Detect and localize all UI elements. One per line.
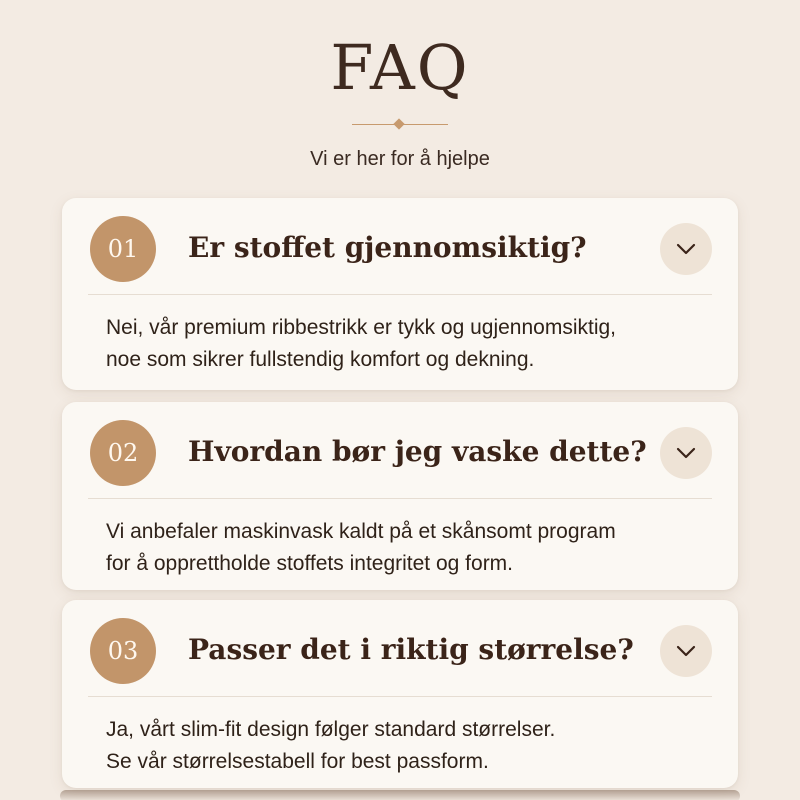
faq-toggle-button[interactable] [660, 223, 712, 275]
faq-answer-line: Vi anbefaler maskinvask kaldt på et skånsomt program [106, 520, 616, 543]
faq-answer-line: for å opprettholde stoffets integritet og form. [106, 552, 514, 575]
faq-answer [106, 312, 714, 376]
chevron-down-icon [676, 645, 696, 657]
diamond-icon [393, 118, 404, 129]
faq-item-2[interactable] [62, 402, 738, 590]
faq-question[interactable]: Er stoffet gjennomsiktig? [188, 231, 587, 264]
faq-answer [106, 516, 714, 580]
faq-number-badge: 03 [90, 618, 156, 684]
faq-number-badge: 02 [90, 420, 156, 486]
faq-toggle-button[interactable] [660, 625, 712, 677]
faq-item-3[interactable] [62, 600, 738, 788]
faq-answer-line: Se vår størrelsestabell for best passform. [106, 750, 489, 773]
faq-item-1[interactable] [62, 198, 738, 390]
faq-separator [88, 498, 712, 499]
faq-answer [106, 714, 714, 778]
page-subtitle: Vi er her for å hjelpe [310, 148, 490, 170]
faq-toggle-button[interactable] [660, 427, 712, 479]
faq-separator [88, 696, 712, 697]
chevron-down-icon [676, 243, 696, 255]
faq-question[interactable]: Passer det i riktig størrelse? [188, 633, 634, 666]
faq-question[interactable]: Hvordan bør jeg vaske dette? [188, 435, 647, 468]
bottom-shadow [60, 790, 740, 800]
faq-answer-line: Ja, vårt slim-fit design følger standard størrelser. [106, 718, 556, 741]
faq-header [0, 28, 800, 171]
chevron-down-icon [676, 447, 696, 459]
title-divider [352, 120, 448, 130]
faq-number-badge: 01 [90, 216, 156, 282]
page-title: FAQ [330, 31, 470, 104]
faq-answer-line: noe som sikrer fullstendig komfort og dekning. [106, 348, 535, 371]
faq-separator [88, 294, 712, 295]
faq-answer-line: Nei, vår premium ribbestrikk er tykk og ugjennomsiktig, [106, 316, 617, 339]
